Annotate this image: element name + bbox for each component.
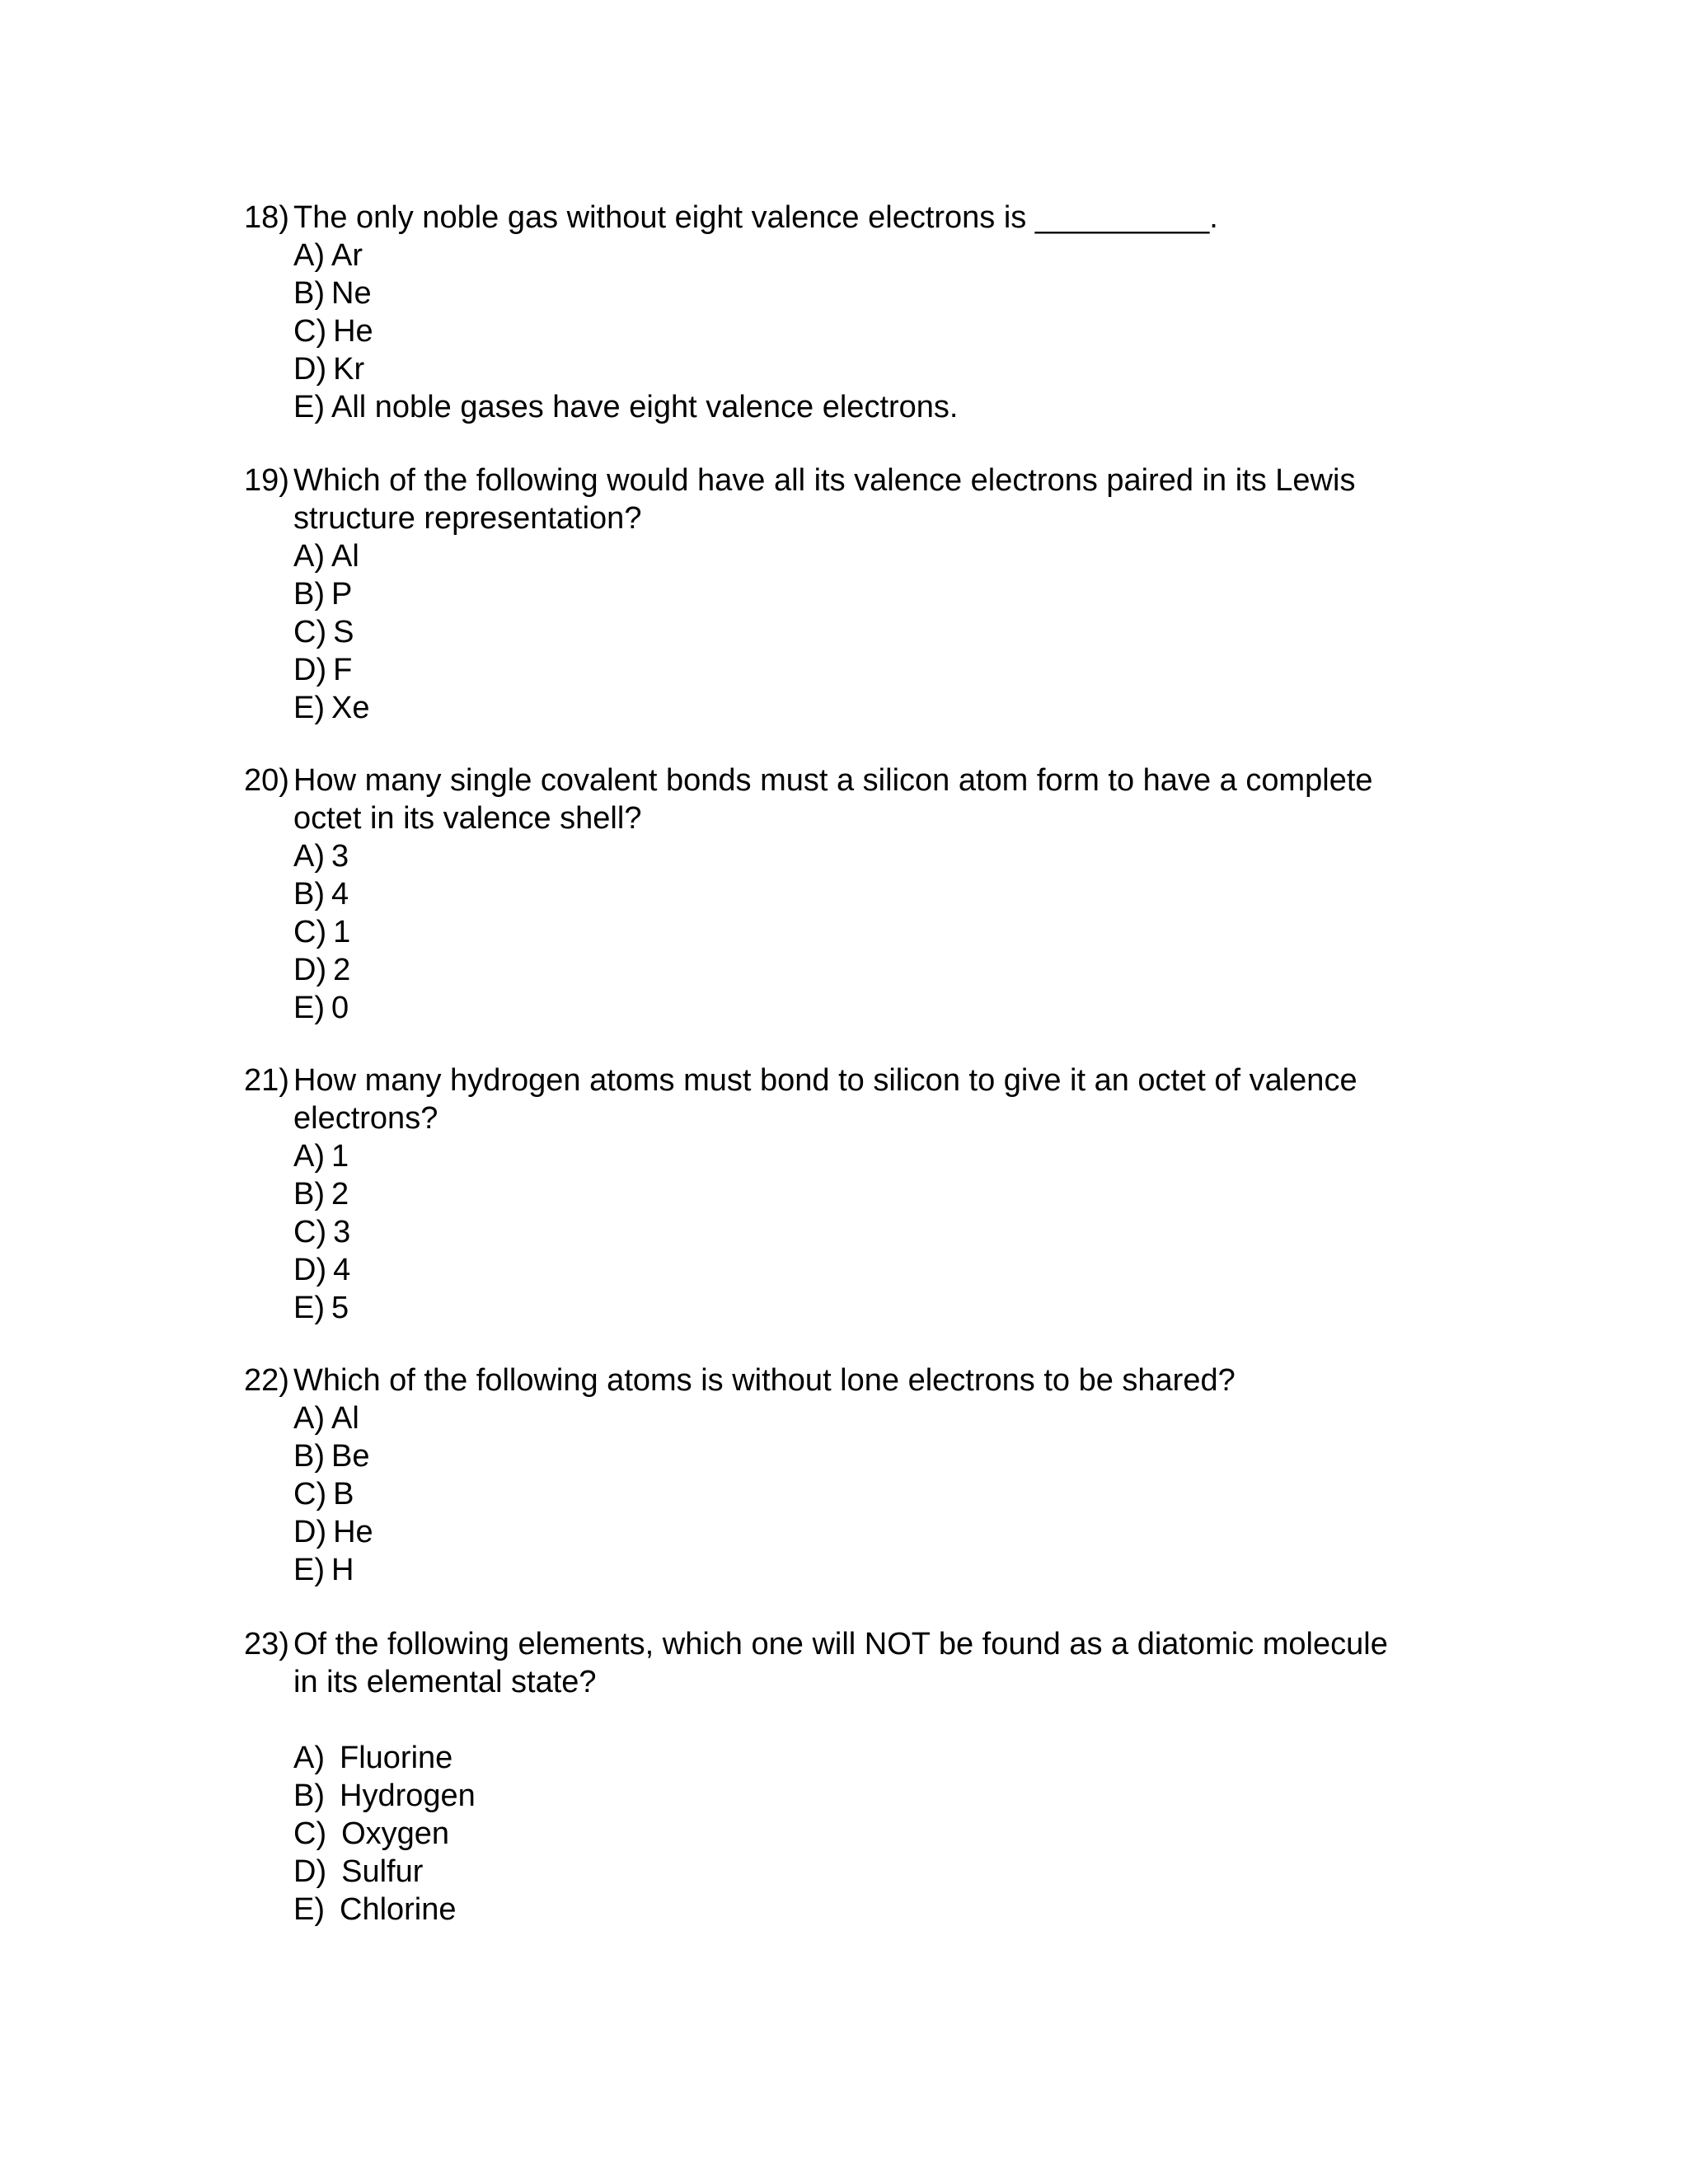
option-text: 1 xyxy=(333,915,351,949)
answer-options xyxy=(244,837,1480,1027)
option-c xyxy=(293,913,1480,951)
question-text: Which of the following atoms is without lone electrons to be shared? xyxy=(293,1363,1236,1398)
option-label: A) xyxy=(293,1139,325,1174)
option-text: 3 xyxy=(331,839,349,874)
option-b xyxy=(293,274,1480,312)
option-text: Hydrogen xyxy=(340,1779,476,1813)
option-label: E) xyxy=(293,991,325,1025)
question-number: 21) xyxy=(244,1063,289,1098)
option-d xyxy=(293,1513,1480,1551)
option-label: C) xyxy=(293,615,327,649)
option-label: E) xyxy=(293,390,325,424)
option-text: Al xyxy=(331,539,359,574)
option-label: A) xyxy=(293,1401,325,1436)
question-18 xyxy=(244,199,1480,426)
option-text: 5 xyxy=(331,1291,349,1325)
option-text: H xyxy=(331,1553,354,1587)
option-c xyxy=(293,1213,1480,1251)
option-a xyxy=(293,1399,1480,1437)
option-label: C) xyxy=(293,314,327,349)
option-text: 2 xyxy=(333,953,351,987)
option-label: C) xyxy=(293,1215,327,1249)
option-d xyxy=(293,350,1480,388)
option-c xyxy=(293,1475,1480,1513)
option-a xyxy=(293,537,1480,575)
question-number: 23) xyxy=(244,1627,289,1661)
question-text: How many hydrogen atoms must bond to silicon to give it an octet of valence xyxy=(293,1063,1357,1098)
option-text: He xyxy=(333,1515,373,1549)
question-22 xyxy=(244,1361,1480,1589)
option-text: P xyxy=(331,577,353,612)
question-number: 22) xyxy=(244,1363,289,1398)
option-text: 2 xyxy=(331,1177,349,1212)
question-number: 18) xyxy=(244,200,289,235)
option-label: A) xyxy=(293,1741,325,1775)
option-label: B) xyxy=(293,1439,325,1474)
option-text: Ne xyxy=(331,276,372,311)
answer-options xyxy=(244,1137,1480,1327)
option-a xyxy=(293,1739,1480,1777)
option-label: B) xyxy=(293,1779,325,1813)
question-21 xyxy=(244,1062,1480,1327)
question-20 xyxy=(244,762,1480,1027)
option-label: A) xyxy=(293,539,325,574)
question-number: 19) xyxy=(244,463,289,498)
option-e xyxy=(293,989,1480,1027)
option-e xyxy=(293,388,1480,426)
option-text: Sulfur xyxy=(341,1854,424,1889)
option-text: 1 xyxy=(331,1139,349,1174)
option-label: C) xyxy=(293,1816,327,1851)
option-b xyxy=(293,875,1480,913)
question-text-continued: structure representation? xyxy=(293,501,642,536)
question-text: Which of the following would have all its valence electrons paired in its Lewis xyxy=(293,463,1356,498)
answer-options xyxy=(244,1399,1480,1589)
option-c xyxy=(293,1815,1480,1853)
option-text: 3 xyxy=(333,1215,351,1249)
question-23 xyxy=(244,1625,1480,1929)
option-label: D) xyxy=(293,1854,327,1889)
option-label: C) xyxy=(293,1477,327,1511)
option-b xyxy=(293,575,1480,613)
option-label: D) xyxy=(293,352,327,387)
question-text: Of the following elements, which one will NOT be found as a diatomic molecule xyxy=(293,1627,1388,1661)
option-label: E) xyxy=(293,1892,325,1927)
option-label: B) xyxy=(293,877,325,912)
option-text: B xyxy=(333,1477,354,1511)
option-d xyxy=(293,651,1480,689)
option-text: Xe xyxy=(331,691,370,725)
option-d xyxy=(293,1853,1480,1891)
option-text: Be xyxy=(331,1439,370,1474)
option-a xyxy=(293,237,1480,274)
option-text: Ar xyxy=(331,238,363,273)
question-number: 20) xyxy=(244,763,289,798)
question-text: How many single covalent bonds must a silicon atom form to have a complete xyxy=(293,763,1373,798)
option-text: All noble gases have eight valence electrons. xyxy=(331,390,959,424)
option-label: B) xyxy=(293,577,325,612)
option-label: D) xyxy=(293,953,327,987)
answer-options xyxy=(244,1739,1480,1929)
option-text: Kr xyxy=(333,352,365,387)
option-text: Fluorine xyxy=(340,1741,453,1775)
option-label: C) xyxy=(293,915,327,949)
answer-options xyxy=(244,537,1480,727)
option-label: B) xyxy=(293,1177,325,1212)
question-text: The only noble gas without eight valence electrons is __________. xyxy=(293,200,1218,235)
option-label: A) xyxy=(293,839,325,874)
option-text: F xyxy=(333,653,353,687)
option-text: S xyxy=(333,615,354,649)
option-b xyxy=(293,1175,1480,1213)
option-label: E) xyxy=(293,1291,325,1325)
option-text: Chlorine xyxy=(340,1892,457,1927)
option-a xyxy=(293,1137,1480,1175)
option-c xyxy=(293,613,1480,651)
question-19 xyxy=(244,462,1480,727)
option-e xyxy=(293,1551,1480,1589)
question-text-continued: octet in its valence shell? xyxy=(293,801,642,836)
option-label: E) xyxy=(293,691,325,725)
option-c xyxy=(293,312,1480,350)
option-text: 4 xyxy=(331,877,349,912)
option-label: D) xyxy=(293,653,327,687)
option-d xyxy=(293,1251,1480,1289)
option-e xyxy=(293,1891,1480,1929)
option-label: A) xyxy=(293,238,325,273)
option-e xyxy=(293,1289,1480,1327)
option-label: D) xyxy=(293,1253,327,1287)
option-text: 4 xyxy=(333,1253,351,1287)
option-b xyxy=(293,1777,1480,1815)
option-text: He xyxy=(333,314,373,349)
option-text: Al xyxy=(331,1401,359,1436)
option-label: D) xyxy=(293,1515,327,1549)
option-d xyxy=(293,951,1480,989)
question-text-continued: electrons? xyxy=(293,1101,438,1136)
option-label: B) xyxy=(293,276,325,311)
option-text: Oxygen xyxy=(341,1816,450,1851)
option-a xyxy=(293,837,1480,875)
option-e xyxy=(293,689,1480,727)
answer-options xyxy=(244,237,1480,426)
option-b xyxy=(293,1437,1480,1475)
option-label: E) xyxy=(293,1553,325,1587)
question-text-continued: in its elemental state? xyxy=(293,1665,597,1699)
option-text: 0 xyxy=(331,991,349,1025)
